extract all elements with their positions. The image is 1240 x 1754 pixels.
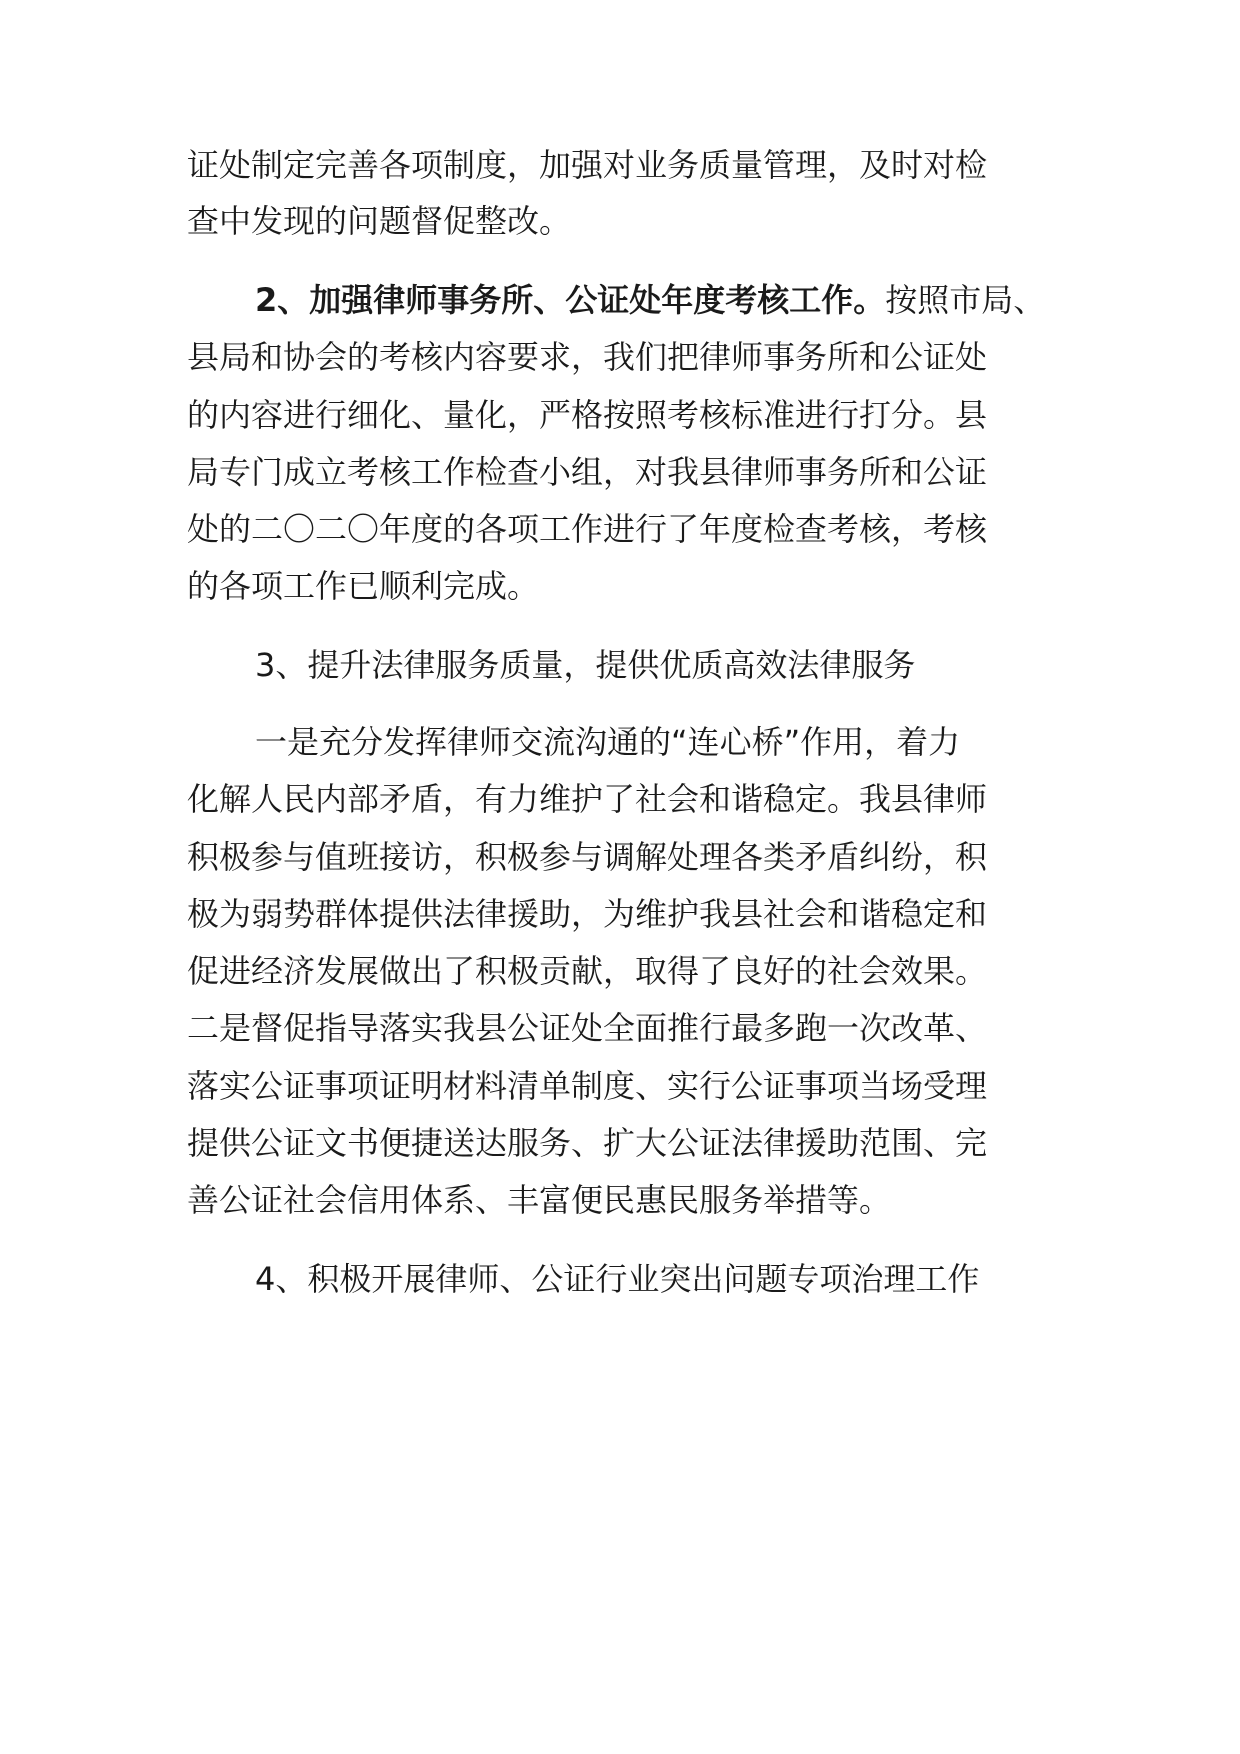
paragraph-line: 落实公证事项证明材料清单制度、实行公证事项当场受理 [187, 1067, 988, 1105]
paragraph-line: 提供公证文书便捷送达服务、扩大公证法律援助范围、完 [187, 1124, 988, 1162]
paragraph-text: 按照市局、 [885, 281, 1046, 319]
section-heading-4: 4、积极开展律师、公证行业突出问题专项治理工作 [255, 1260, 980, 1298]
paragraph-line: 极为弱势群体提供法律援助，为维护我县社会和谐稳定和 [187, 895, 988, 933]
paragraph-first-line [255, 268, 1155, 332]
paragraph-line: 查中发现的问题督促整改。 [187, 202, 572, 240]
paragraph-line: 证处制定完善各项制度，加强对业务质量管理，及时对检 [187, 146, 988, 184]
paragraph-line: 善公证社会信用体系、丰富便民惠民服务举措等。 [187, 1181, 892, 1219]
paragraph-line: 化解人民内部矛盾，有力维护了社会和谐稳定。我县律师 [187, 780, 988, 818]
paragraph-line: 促进经济发展做出了积极贡献，取得了良好的社会效果。 [187, 952, 988, 990]
paragraph-line: 的各项工作已顺利完成。 [187, 567, 540, 605]
paragraph-line: 二是督促指导落实我县公证处全面推行最多跑一次改革、 [187, 1009, 988, 1047]
paragraph-line: 县局和协会的考核内容要求，我们把律师事务所和公证处 [187, 338, 988, 376]
paragraph-line: 处的二〇二〇年度的各项工作进行了年度检查考核，考核 [187, 510, 988, 548]
paragraph-first-line: 一是充分发挥律师交流沟通的“连心桥”作用，着力 [255, 723, 961, 761]
paragraph-line: 的内容进行细化、量化，严格按照考核标准进行打分。县 [187, 396, 988, 434]
section-heading-2: 2、加强律师事务所、公证处年度考核工作。 [255, 281, 886, 319]
paragraph-line: 局专门成立考核工作检查小组，对我县律师事务所和公证 [187, 453, 988, 491]
section-heading-3: 3、提升法律服务质量，提供优质高效法律服务 [255, 646, 916, 684]
paragraph-line: 积极参与值班接访，积极参与调解处理各类矛盾纠纷，积 [187, 838, 988, 876]
